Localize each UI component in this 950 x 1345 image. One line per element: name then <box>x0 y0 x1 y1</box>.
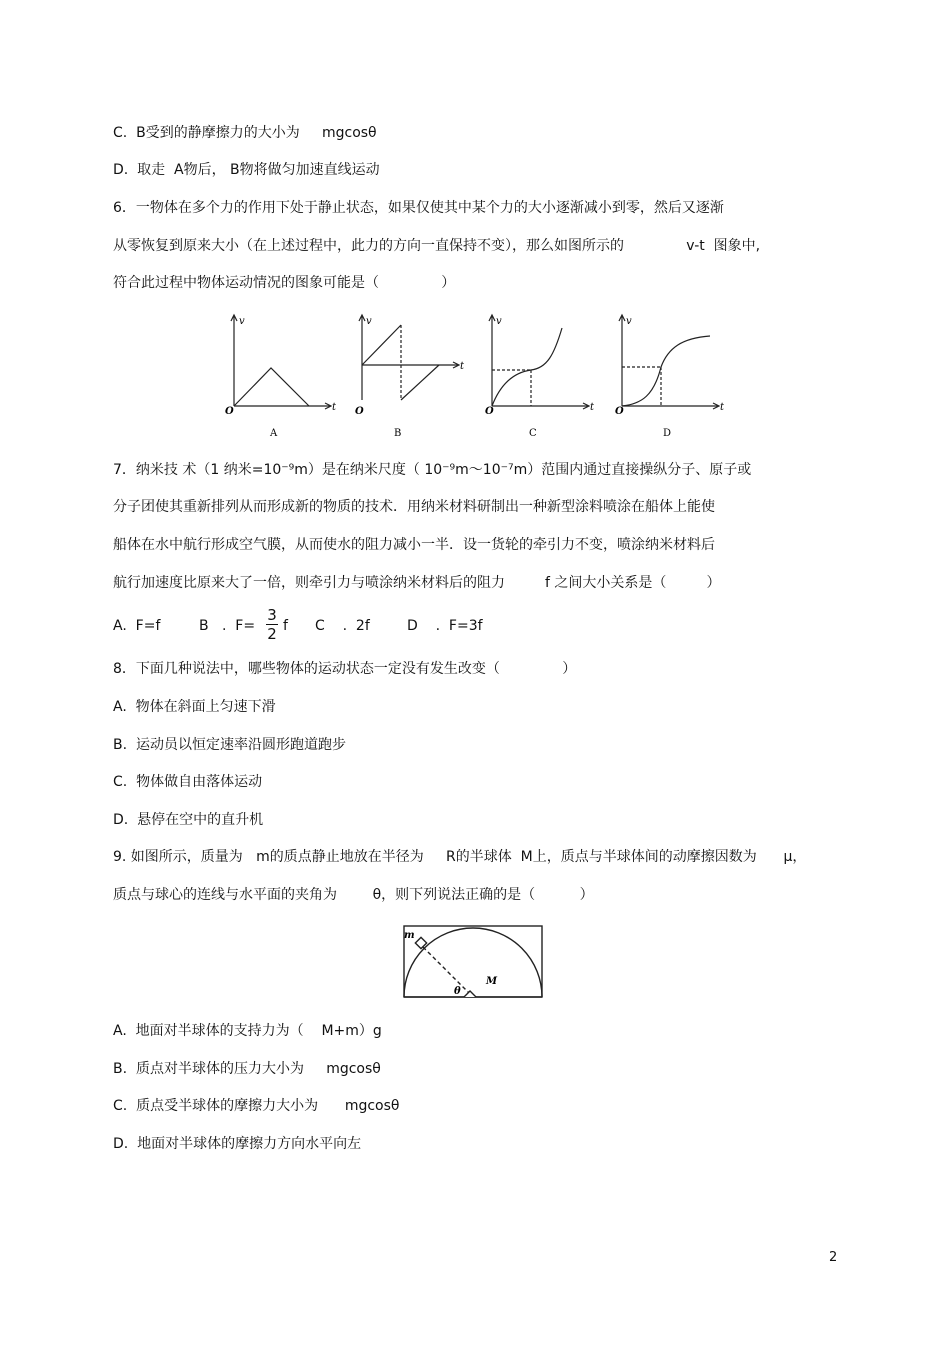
q6-graph-d <box>612 310 734 440</box>
q9-stem-line1: 9. 如图所示，质量为 m的质点静止地放在半径为 R的半球体 M上，质点与半球体间的动摩擦因数为 μ， <box>113 849 807 865</box>
q6-graph-c-origin: O <box>485 406 494 417</box>
q6-graph-b-t-label: t <box>460 361 465 372</box>
q6-graph-a-v-label: v <box>239 316 245 327</box>
q6-graph-b-label: B <box>394 428 402 439</box>
q9-option-d: D. 地面对半球体的摩擦力方向水平向左 <box>113 1136 362 1152</box>
q7-stem-line3: 船体在水中航行形成空气膜，从而使水的阻力减小一半．设一货轮的牵引力不变，喷涂纳米材料后 <box>113 537 715 553</box>
q6-graph-b-v-label: v <box>366 316 372 327</box>
page-number: 2 <box>829 1250 838 1265</box>
q8-option-c: C. 物体做自由落体运动 <box>113 774 263 790</box>
q6-graph-a <box>222 310 344 440</box>
q7-option-b-suffix: f <box>283 618 288 634</box>
q9-fig-hemisphere-label: M <box>486 976 498 987</box>
q8-stem: 8．下面几种说法中，哪些物体的运动状态一定没有发生改变（ ） <box>113 661 577 677</box>
q7-option-b-prefix: B . F= <box>199 618 256 634</box>
q6-graph-c-t-label: t <box>590 402 595 413</box>
q6-stem-line2: 从零恢复到原来大小（在上述过程中，此力的方向一直保持不变），那么如图所示的 v-t 图象中, <box>113 238 761 254</box>
q7-option-c: C . 2f <box>315 618 370 634</box>
fraction-numerator: 3 <box>267 606 277 624</box>
q8-option-a: A. 物体在斜面上匀速下滑 <box>113 699 276 715</box>
q9-fig-mass-label: m <box>404 930 415 941</box>
q6-graph-b-origin: O <box>355 406 364 417</box>
q5-option-d: D. 取走 A物后， B物将做匀加速直线运动 <box>113 162 380 178</box>
q6-graph-c <box>482 310 604 440</box>
q6-graph-a-origin: O <box>225 406 234 417</box>
q7-option-a: A. F=f <box>113 618 161 634</box>
q9-option-a: A. 地面对半球体的支持力为（ M+m）g <box>113 1023 382 1039</box>
q8-option-b: B. 运动员以恒定速率沿圆形跑道跑步 <box>113 737 346 753</box>
q6-stem-line3: 符合此过程中物体运动情况的图象可能是（ ） <box>113 275 456 291</box>
q7-stem-line2: 分子团使其重新排列从而形成新的物质的技术．用纳米材料研制出一种新型涂料喷涂在船体上能使 <box>113 499 715 515</box>
q6-graph-a-label: A <box>270 428 278 439</box>
q8-option-d: D. 悬停在空中的直升机 <box>113 812 264 828</box>
q6-graph-d-label: D <box>663 428 672 439</box>
q9-option-b: B. 质点对半球体的压力大小为 mgcosθ <box>113 1061 381 1077</box>
q6-graph-c-label: C <box>529 428 537 439</box>
q7-stem-line4: 航行加速度比原来大了一倍，则牵引力与喷涂纳米材料后的阻力 f 之间大小关系是（ ） <box>113 575 721 591</box>
q6-stem-line1: 6．一物体在多个力的作用下处于静止状态，如果仅使其中某个力的大小逐渐减小到零，然后又逐渐 <box>113 200 724 216</box>
q6-graph-a-t-label: t <box>332 402 337 413</box>
q7-option-b-fraction <box>262 606 282 643</box>
q6-graph-d-t-label: t <box>720 402 725 413</box>
fraction-denominator: 2 <box>267 625 277 643</box>
q9-option-c: C. 质点受半球体的摩擦力大小为 mgcosθ <box>113 1098 400 1114</box>
q9-fig-theta-label: θ <box>454 986 461 997</box>
q9-stem-line2: 质点与球心的连线与水平面的夹角为 θ，则下列说法正确的是（ ） <box>113 887 594 903</box>
q5-option-c: C. B受到的静摩擦力的大小为 mgcosθ <box>113 125 377 141</box>
q6-graph-c-v-label: v <box>496 316 502 327</box>
q6-graph-b <box>352 310 474 440</box>
q7-stem-line1: 7．纳米技 术（1 纳米=10⁻⁹m）是在纳米尺度（ 10⁻⁹m～10⁻⁷m）范围内通过直接操纵分子、原子或 <box>113 462 752 478</box>
q9-hemisphere-figure <box>398 920 550 1002</box>
q6-graph-d-v-label: v <box>626 316 632 327</box>
q6-graph-d-origin: O <box>615 406 624 417</box>
q7-option-d: D . F=3f <box>407 618 483 634</box>
